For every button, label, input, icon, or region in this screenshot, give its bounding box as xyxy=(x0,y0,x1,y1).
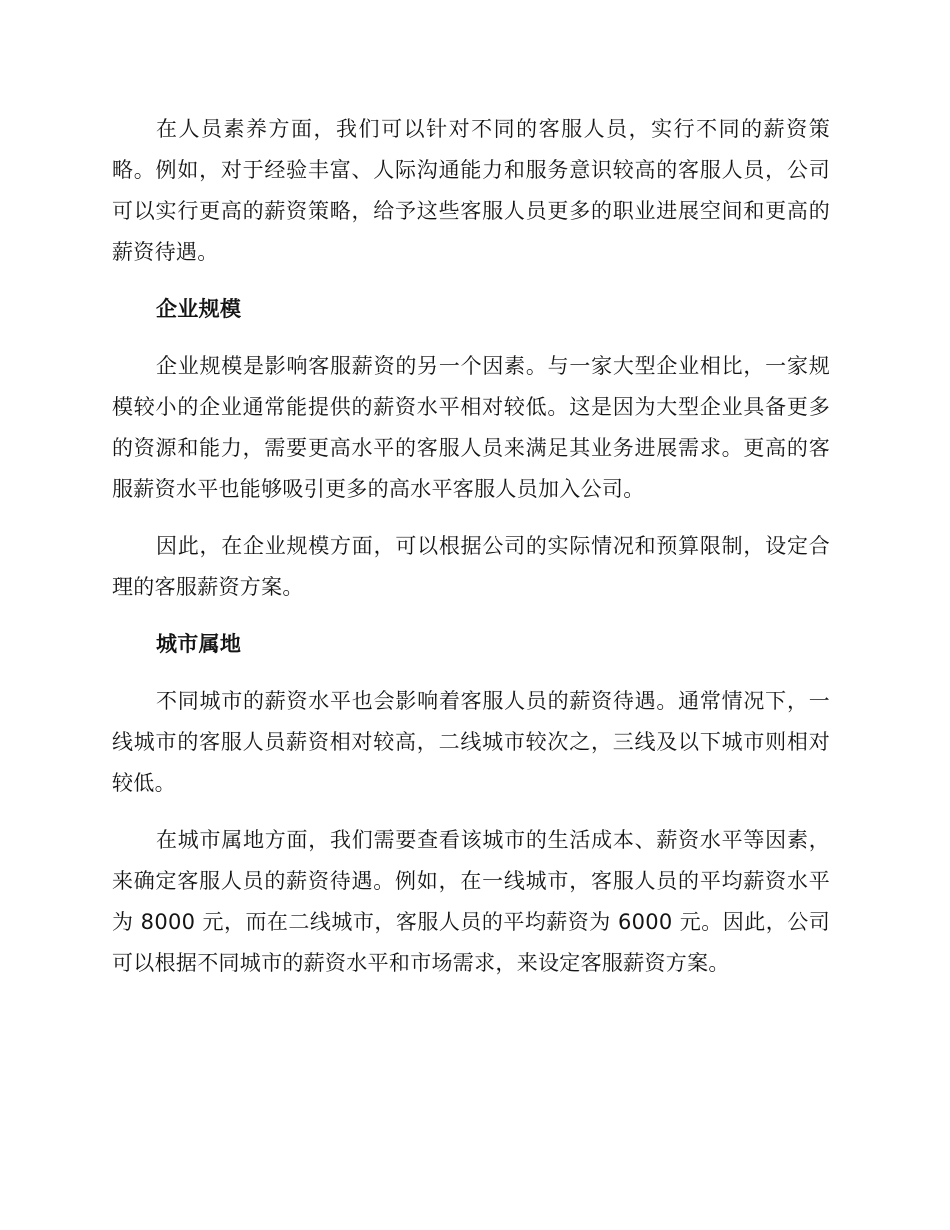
document-body xyxy=(112,109,830,1000)
paragraph-city-location: 不同城市的薪资水平也会影响着客服人员的薪资待遇。通常情况下，一线城市的客服人员薪资相对较高，二线城市较次之，三线及以下城市则相对较低。 xyxy=(112,689,830,795)
heading-city-location: 城市属地 xyxy=(156,632,242,656)
paragraph-city-location-example: 在城市属地方面，我们需要查看该城市的生活成本、薪资水平等因素，来确定客服人员的薪资待遇。例如，在一线城市，客服人员的平均薪资水平为 8000 元，而在二线城市，客服人员的平均薪资为 6000 元。因此，公司可以根据不同城市的薪资水平和市场需求，来设定客服薪资方案。 xyxy=(112,828,830,975)
paragraph-enterprise-scale-conclusion: 因此，在企业规模方面，可以根据公司的实际情况和预算限制，设定合理的客服薪资方案。 xyxy=(112,534,830,599)
heading-enterprise-scale: 企业规模 xyxy=(156,297,242,321)
paragraph-personnel-quality: 在人员素养方面，我们可以针对不同的客服人员，实行不同的薪资策略。例如，对于经验丰富、人际沟通能力和服务意识较高的客服人员，公司可以实行更高的薪资策略，给予这些客服人员更多的职业进展空间和更高的薪资待遇。 xyxy=(112,117,830,264)
paragraph-enterprise-scale: 企业规模是影响客服薪资的另一个因素。与一家大型企业相比，一家规模较小的企业通常能提供的薪资水平相对较低。这是因为大型企业具备更多的资源和能力，需要更高水平的客服人员来满足其业务进展需求。更高的客服薪资水平也能够吸引更多的高水平客服人员加入公司。 xyxy=(112,354,830,501)
